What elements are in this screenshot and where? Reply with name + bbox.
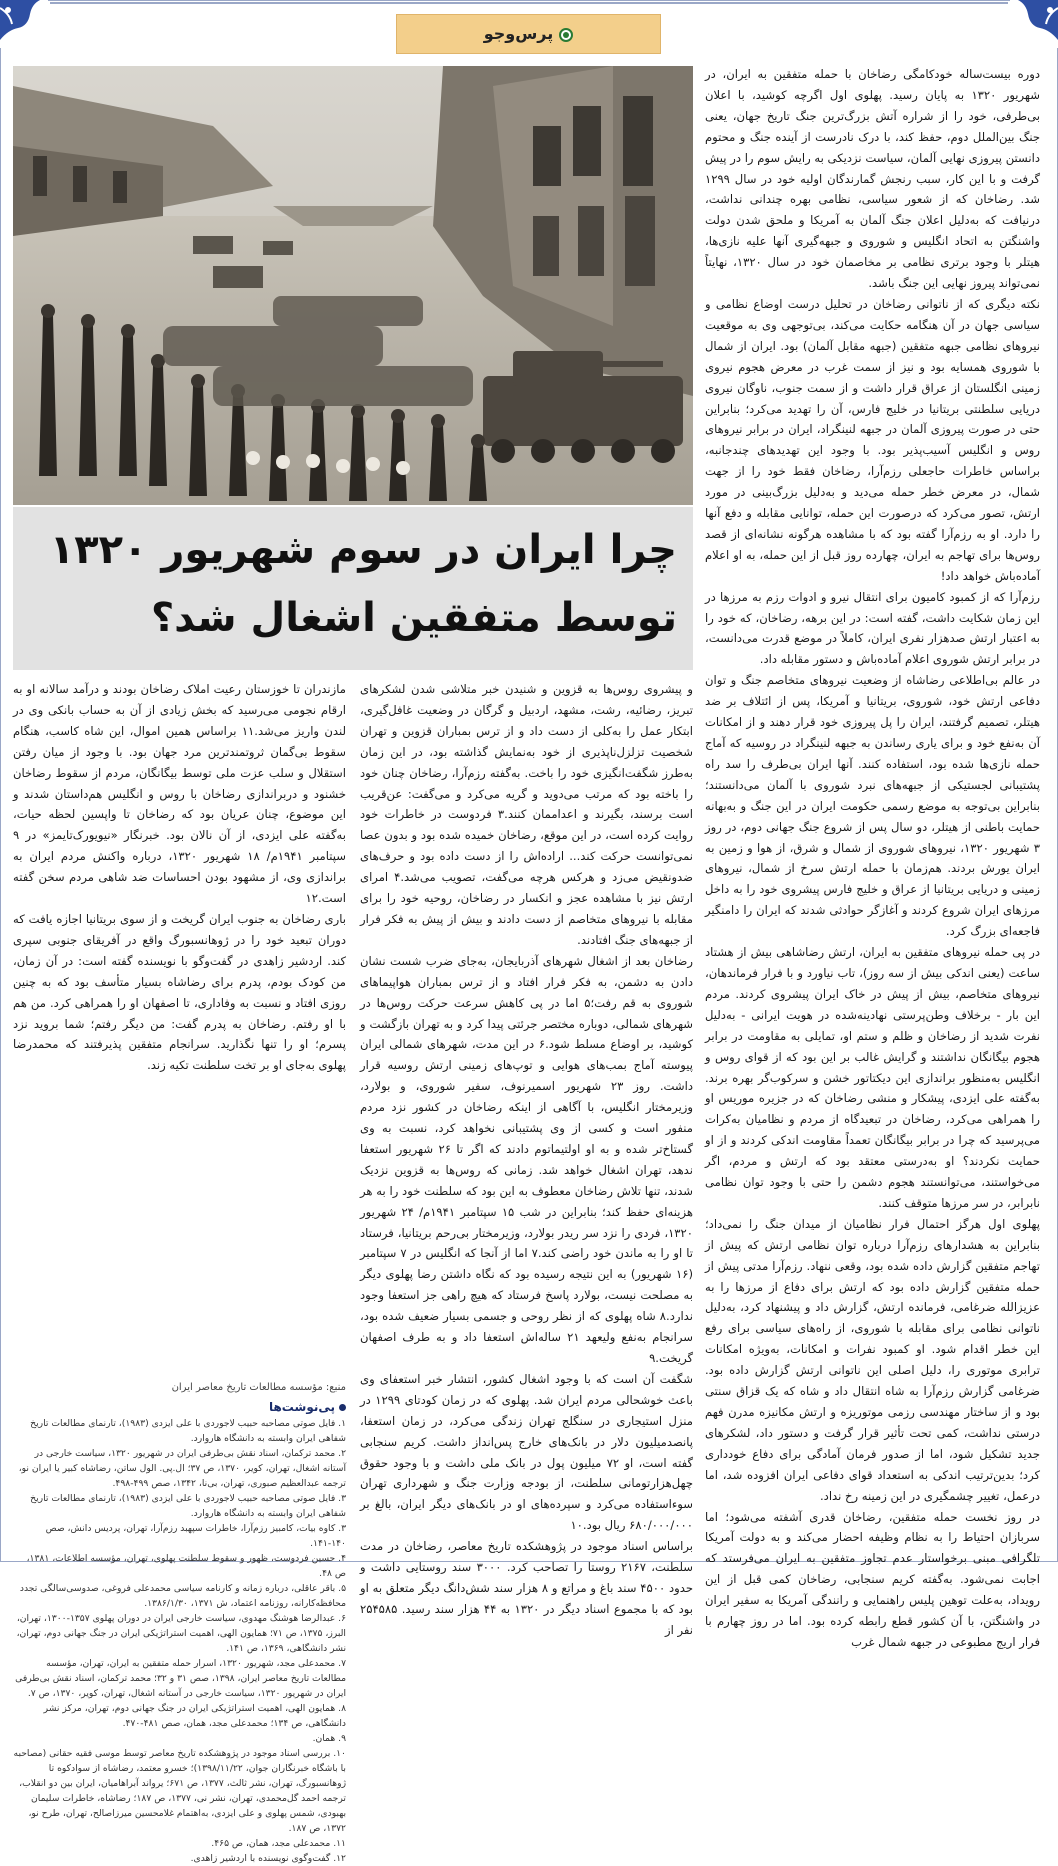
- paragraph: رضاخان بعد از اشغال شهرهای آذربایجان، به‌جای ضرب شست نشان دادن به دشمن، به فکر فرار افتاد و از ترس بمباران هواپیماهای شوروی به قم رفت؛۵ اما در پی کاهش سرعت حرکت روس‌ها در شهرهای شمالی، دوباره مختصر جرئتی پیدا کرد و به تهران بازگشت و کوشید، بر اوضاع مسلط شود.۶ در این مدت، شهرهای شمالی ایران پیوسته آماج بمب‌های هوایی و توپ‌های زمینی ارتش روسیه قرار داشت. روز ۲۳ شهریور اسمیرنوف، سفیر شوروی، و بولارد، وزیرمختار انگلیس، با آگاهی از اینکه رضاخان در کشور نزد مردم منفور است و کسی از وی پشتیبانی نخواهد کرد، نسبت به وی گستاخ‌تر شده و به او اولتیماتوم دادند که اگر تا ۲۶ شهریور استعفا ندهد، تهران اشغال خواهد شد. زمانی که روس‌ها به قزوین نزدیک شدند، تنها تلاش رضاخان معطوف به این بود که سلطنت خود را به هر هزینه‌ای حفظ کند؛ بنابراین در شب ۱۵ سپتامبر ۱۹۴۱م/ ۲۴ شهریور ۱۳۲۰، فردی را نزد سر ریدر بولارد، وزیرمختار بی‌رحم بریتانیا، فرستاد تا او را به ماندن خود راضی کند.۷ اما از آنجا که انگلیس در ۷ سپتامبر (۱۶ شهریور) به این نتیجه رسیده بود که نگاه داشتن رضا پهلوی دیگر به مصلحت نیست، بولارد پاسخ فرستاد که هیچ راهی جز استعفا وجود ندارد.۸ شاه پهلوی که از نظر روحی و جسمی بسیار ضعیف شده بود، سرانجام به‌نفع ولیعهد ۲۱ ساله‌اش استعفا داد و به طرف اصفهان گریخت.۹: [360, 953, 694, 1365]
- article-column-right: [705, 64, 1040, 1649]
- reference-item: ۷. محمدعلی مجد، شهریور ۱۳۲۰، اسرار حمله متفقین به ایران، تهران، مؤسسه مطالعات تاریخ معاصر ایران، ۱۳۹۸، صص ۳۱ و ۳۲؛ محمد ترکمان، اسناد نقش بی‌طرفی ایران در شهریور ۱۳۲۰، سیاست خارجی در آستانه اشغال، تهران، کویر، ۱۳۷۰، ص ۷.: [15, 1658, 346, 1699]
- article-source: منبع: مؤسسه مطالعات تاریخ معاصر ایران: [171, 1382, 346, 1393]
- reference-item: ۴. حسین فردوست، ظهور و سقوط سلطنت پهلوی، تهران، مؤسسه اطلاعات، ۱۳۸۱، ص ۴۸.: [26, 1553, 346, 1579]
- reference-item: ۲. محمد ترکمان، اسناد نقش بی‌طرفی ایران در شهریور ۱۳۲۰، سیاست خارجی در آستانه اشغال، تهران، کویر، ۱۳۷۰، ص ۳۷؛ ال.پی. الول ساتن، رضاشاه کبیر یا ایران نو، ترجمه عبدالعظیم صبوری، تهران، بی‌نا، ۱۳۴۲، صص ۴۹۹-۴۹۸.: [18, 1448, 346, 1489]
- paragraph: مازندران تا خوزستان رعیت املاک رضاخان بودند و درآمد سالانه او به ارقام نجومی می‌رسید که بخش زیادی از آن به حساب بانکی وی در لندن واریز می‌شد.۱۱ براساس همین اموال، این شاه کاسب، هنگام سقوط بی‌گمان ثروتمندترین مرد جهان بود. با وجود از میان رفتن استقلال و سلب عزت ملی توسط بیگانگان، مردم از سقوط رضاخان خشنود و دربراندازی رضاخان با روس و انگلیس هم‌داستان شدند و این موضوع، چنان عریان بود که رضاخان تا واپسین لحظه حیات، به‌گفته علی ایزدی، از آن نالان بود. خبرنگار «نیویورک‌تایمز» در ۹ سپتامبر ۱۹۴۱م/ ۱۸ شهریور ۱۳۲۰، درباره واکنش مردم ایران به براندازی وی، از مشهود بودن احساسات ضد شاهی مردم سخن گفته است.۱۲: [13, 682, 346, 906]
- headline-line-1: چرا ایران در سوم شهریور ۱۳۲۰: [49, 527, 677, 573]
- reference-item: ۹. همان.: [312, 1733, 346, 1744]
- historic-street-photo-icon: [13, 66, 693, 505]
- headline-line-2: توسط متفقین اشغال شد؟: [150, 595, 677, 641]
- reference-item: ۱. فایل صوتی مصاحبه حبیب لاجوردی با علی ایزدی (۱۹۸۳)، تارنمای مطالعات تاریخ شفاهی ایران وابسته به دانشگاه هاروارد.: [30, 1418, 346, 1444]
- reference-item: ۵. باقر عاقلی، درباره زمانه و کارنامه سیاسی محمدعلی فروغی، صدوسی‌سالگی تجدد محافظه‌کارانه، روزنامه اعتماد، ش ۱۳۷۱، ۱۳۸۶/۱/۳۰.: [19, 1583, 346, 1609]
- paragraph: در روز نخست حمله متفقین، رضاخان قدری آشفته می‌شود؛ اما سربازان احتیاط را به نظام وظیفه احضار می‌کند و به دولت آمریکا تلگرافی مبنی برخواستار عدم تجاوز متفقین به ایران می‌فرستد که اجابت نمی‌شود. به‌گفته کریم سنجابی، رضاخان کمی قبل از این رویداد، به‌علت توهین پلیس راهنمایی و رانندگی آمریکا به سفیر ایران در واشنگتن، با آن کشور قطع رابطه کرده بود. اما در روز چهارم با فرار اریج مطبوعی در جبهه شمال غرب: [705, 1509, 1040, 1649]
- reference-item: ۶. عبدالرضا هوشنگ مهدوی، سیاست خارجی ایران در دوران پهلوی ۱۳۵۷-۱۳۰۰، تهران، البرز، ۱۳۷۵، ص ۷۱؛ همایون الهی، اهمیت استراتژیکی ایران در جنگ جهانی دوم، تهران، نشر دانشگاهی، ۱۳۶۹، ص ۱۴۱.: [16, 1613, 346, 1654]
- corner-ornament-left-icon: [0, 0, 48, 48]
- reference-item: ۱۱. محمدعلی مجد، همان، ص ۴۶۵.: [211, 1838, 346, 1849]
- paragraph: و پیشروی روس‌ها به قزوین و شنیدن خبر متلاشی شدن لشکرهای تبریز، رضائیه، رشت، مشهد، اردبیل و گرگان در وضعیت غافل‌گیری، ابتکار عمل را به‌کلی از دست داد و از ترس بمباران قزوین و تهران شخصیت تزلزل‌ناپذیری از خود به‌نمایش گذاشته بود، در این زمان به‌طرز شگفت‌انگیزی خود را باخت. به‌گفته رزم‌آرا، رضاخان چنان خود را باخته بود که مرتب می‌دوید و گریه می‌کرد و می‌گفت: عن‌قریب است برسند، بگیرند و اعداممان کنند.۳ فردوست در خاطرات خود روایت کرده است، در این موقع، رضاخان خمیده شده بود و بدون عصا نمی‌توانست حرکت کند... اراده‌اش را از دست داده بود و حرف‌های ضدونقیض می‌زد و هرکس هرچه می‌گفت، تصویب می‌شد.۴ امرای ارتش نیز با مشاهده عجز و انکسار در رضاخان، روحیه خود را برای مقابله با نیروهای متخاصم از دست دادند و بیش از پیش به فکر فرار از جبهه‌های جنگ افتادند.: [360, 682, 693, 947]
- references-title: پی‌نوشت‌ها: [268, 1400, 335, 1414]
- article-column-left: [13, 679, 346, 1379]
- section-bullet-icon: [559, 28, 573, 42]
- top-rule: [50, 2, 1008, 4]
- references: [13, 1400, 346, 1864]
- historic-street-photo: [13, 66, 693, 505]
- references-heading: [13, 1400, 346, 1414]
- paragraph: پهلوی اول هرگز احتمال فرار نظامیان از میدان جنگ را نمی‌داد؛ بنابراین به هشدارهای رزم‌آرا درباره توان نظامی ارتش که پیش از تهاجم متفقین گزارش داده شده بود، وقعی ننهاد. رزم‌آرا مدتی پیش از حمله متفقین گزارش داده بود که ارتش برای دفاع از مرزها را به عزیزالله ضرغامی، فرمانده ارتش، گزارش داد و پیشنهاد کرد، به‌دلیل ناتوانی نظامی برای مقابله با شوروی، از راه‌های سیاسی برای رفع این خطر اقدام شود. او کمبود نفرات و امکانات، به‌ویژه امکانات ترابری موتوری را، دلیل اصلی این ناتوانی ارتش گزارش داده بود. ضرغامی گزارش رزم‌آرا به شاه انتقال داد و شاه که یک قزاق سنتی بود و از ساختار مهندسی رزمی موتوریزه و ارتش مکانیزه مدرن فهم درستی نداشت، کمی تحت تأثیر قرار گرفت و دستور داد، لشکرهای جدید تشکیل شود، اما از صدور فرمان آمادگی برای دفاع خودداری کرد؛ بدین‌ترتیب اندکی به استعداد قوای دفاعی ایران افزوده شد، اما درعمل، تغییر چشمگیری در این زمینه رخ نداد.: [705, 1216, 1040, 1503]
- reference-item: ۳. کاوه بیات، کامبیز رزم‌آرا، خاطرات سپهبد رزم‌آرا، تهران، پردیس دانش، صص ۱۴۰-۱۴۱.: [45, 1523, 346, 1549]
- article-column-middle: [360, 679, 694, 1637]
- reference-item: ۳. فایل صوتی مصاحبه حبیب لاجوردی با علی ایزدی (۱۹۸۳)، تارنمای مطالعات تاریخ شفاهی ایران وابسته به دانشگاه هاروارد.: [30, 1493, 346, 1519]
- reference-item: ۸. همایون الهی، اهمیت استراتژیکی ایران در جنگ جهانی دوم، تهران، مرکز نشر دانشگاهی، ص ۱۳۴؛ محمدعلی مجد، همان، صص ۴۸۱-۴۷۰.: [43, 1703, 346, 1729]
- paragraph: در عالم بی‌اطلاعی رضاشاه از وضعیت نیروهای متخاصم جنگ و توان دفاعی ارتش خود، شوروی، بریتانیا و آمریکا، پس از ائتلاف بر ضد هیتلر، تصمیم گرفتند، ایران را پل پیروزی خود قرار دهند و از امکانات آن به‌نفع خود و برای یاری رساندن به جبهه لنینگراد در روسیه که آماج حمله نازی‌ها شده بود، استفاده کنند. آنها ایران بی‌طرف را سد راه پشتیبانی لجستیکی از جبهه‌های نبرد شوروی با آلمان می‌دانستند؛ بنابراین بی‌توجه به موضع رسمی حکومت ایران در این جنگ و به‌بهانه حمایت باطنی از هیتلر، دو سال پس از شروع جنگ جهانی دوم، در روز ۳ شهریور ۱۳۲۰، نیروهای شوروی از شمال و شرق، از هوا و زمین به ایران یورش بردند. هم‌زمان با حمله ارتش سرخ از شمال، نیروهای زمینی و دریایی بریتانیا از عراق و خلیج فارس پیشروی خود را به داخل مرزهای ایران شروع کردند و آغازگر حوادثی شدند که ایران را دامنگیر فاجعه‌ای بزرگ کرد.: [705, 673, 1040, 939]
- paragraph: باری رضاخان به جنوب ایران گریخت و از سوی بریتانیا اجازه یافت که دوران تبعید خود را در ژوهانسبورگ واقع در آفریقای جنوبی سپری کند. اردشیر زاهدی در گفت‌وگو با نویسنده گفته است: در آن زمان، من کودک بودم، پدرم برای رضاشاه بسیار متأسف بود که به چنین روزی افتاد و نسبت به وفاداری، تا اصفهان او را همراهی کرد. من هم با او رفتم. رضاخان به پدرم گفت: من دیگر رفتم؛ شما بروید نزد پسرم؛ او را تنها نگذارید. سرانجام متفقین پذیرفتند که محمدرضا پهلوی به‌جای او بر تخت سلطنت تکیه زند.: [13, 911, 346, 1073]
- section-tab[interactable]: [396, 14, 661, 54]
- paragraph: دوره بیست‌ساله خودکامگی رضاخان با حمله متفقین به ایران، در شهریور ۱۳۲۰ به پایان رسید. پهلوی اول اگرچه کوشید، با اعلان بی‌طرفی، خود را از شراره آتش بزرگ‌ترین جنگ تاریخ جهان، یعنی جنگ بین‌الملل دوم، حفظ کند، با درک نادرست از آینده جنگ و محتوم دانستن پیروزی نهایی آلمان، سیاست نزدیکی به رایش سوم را در پیش گرفت و با این کار، سبب رنجش گمارندگان اولیه خود در سال ۱۲۹۹ شد. رضاخان که از شعور سیاسی، نظامی بهره چندانی نداشت، درنیافت که به‌دلیل اعلان جنگ آلمان به آمریکا و ملحق شدن دولت واشنگتن به اتحاد انگلیس و شوروی و جبهه‌گیری آنها علیه نازی‌ها، هیتلر با وجود برتری نظامی بر مخاصمان خود در سال ۱۳۲۰، نهایتاً نمی‌تواند پیروز نهایی این جنگ باشد.: [705, 67, 1040, 291]
- references-bullet-icon: [339, 1404, 346, 1411]
- reference-item: ۱۰. بررسی اسناد موجود در پژوهشکده تاریخ معاصر توسط موسی فقیه حقانی (مصاحبه با باشگاه خبرنگاران جوان، ۱۳۹۸/۱۱/۲۲)؛ خسرو معتمد، رضاشاه از سوادکوه تا ژوهانسبورگ، تهران، نشر ثالث، ۱۳۷۷، ص ۶۷۱؛ یرواند آبراهامیان، ایران بین دو انقلاب، ترجمه احمد گل‌محمدی، تهران، نشر نی، ۱۳۷۷، ص ۱۸۷؛ رضاشاه، خاطرات سلیمان بهبودی، شمس پهلوی و علی ایزدی، به‌اهتمام غلامحسین میرزاصالح، تهران، طرح نو، ۱۳۷۲، ص ۱۸۷.: [13, 1748, 346, 1834]
- paragraph: نکته دیگری که از ناتوانی رضاخان در تحلیل درست اوضاع نظامی و سیاسی جهان در آن هنگامه حکایت می‌کند، بی‌توجهی وی به موقعیت نیروهای نظامی جبهه متفقین (جبهه مقابل آلمان) بود. ایران از شمال با شوروی همسایه بود و نیز از سمت غرب در معرض هجوم نیروی زمینی انگلستان از عراق قرار داشت و از سمت جنوب، ناوگان نیروی دریایی سلطنتی بریتانیا در خلیج فارس، آن را تهدید می‌کرد؛ بنابراین حتی در صورت پیروزی آلمان در جبهه لنینگراد، ایران در برابر نیروهای روس و انگلیس آسیب‌پذیر بود. با وجود این تهدیدهای چندجانبه، براساس خاطرات حاجعلی رزم‌آرا، رضاخان فقط خود را از جهت شمال، در معرض خطر حمله می‌دید و به‌دلیل بزرگ‌بینی در مورد ارتش، تصور می‌کرد که درصورت این حمله، توانایی مقابله و دفع آنها را دارد. او به رزم‌آرا گفته بود که با مشاهده هرگونه نشانه‌ای از قصد روس‌ها برای تهاجم به ایران، چهارده روز قبل از این حمله، به او اعلام آماده‌باش خواهد داد!: [705, 296, 1040, 583]
- references-list: [13, 1416, 346, 1866]
- section-title: پرس‌و‌جو: [483, 24, 554, 43]
- corner-ornament-right-icon: [1010, 0, 1058, 48]
- paragraph: شگفت آن است که با وجود اشغال کشور، انتشار خبر استعفای وی باعث خوشحالی مردم ایران شد. پهلوی که در زمان کودتای ۱۲۹۹ در منزل استیجاری در سنگلج تهران زندگی می‌کرد، در زمان استعفا، پانصدمیلیون دلار در بانک‌های خارج پس‌انداز داشت. کریم سنجابی گفته است، او ۷۲ میلیون پول در بانک ملی داشت و با وجود حقوق چهل‌هزارتومانی سلطنت، از بودجه وزارت جنگ و شهرداری تهران سوءاستفاده می‌کرد و سپرده‌های او در بانک‌های دیگر ایران، بالغ بر ۶۸۰/۰۰۰/۰۰۰ ریال بود.۱۰: [360, 1371, 693, 1533]
- paragraph: رزم‌آرا که از کمبود کامیون برای انتقال نیرو و ادوات رزم به مرزها در این زمان شکایت داشت، گفته است: در این برهه، رضاخان، که خود را به اعتبار ارتش صدهزار نفری ایران، کاملاً در موضع قدرت می‌دانست، در برابر ارتش شوروی اعلام آماده‌باش و دستور مقابله داد.: [705, 589, 1040, 667]
- headline-box: [13, 507, 693, 670]
- paragraph: در پی حمله نیروهای متفقین به ایران، ارتش رضاشاهی بیش از هشتاد ساعت (یعنی اندکی بیش از سه روز)، تاب نیاورد و با فرار فرماندهان، نیروهای متخاصم، بیش از پیش در خاک ایران پیشروی کردند. مردم این بار - برخلاف وطن‌پرستی نهادینه‌شده در هویت ایرانی - به‌دلیل نفرت شدید از رضاخان و ظلم و ستم او، تمایلی به مقاومت در برابر هجوم بیگانگان نداشتند و گرایش غالب بر این بود که از قوای روس و انگلیس به‌منظور براندازی این دیکتاتور خشن و سرکوب‌گر بهره برند. به‌گفته علی ایزدی، پیشکار و منشی رضاخان که در جزیره موریس او را همراهی می‌کرد، رضاخان در تبعیدگاه از مردم و نظامیان به‌کرات می‌پرسید که چرا در برابر بیگانگان تعمداً مقاومت اندکی کردند و از او حمایت نکردند؟ او به‌درستی معتقد بود که ارتش و مردم، اگر می‌خواستند، می‌توانستند هجوم دشمن را حتی با وجود توان نظامی نابرابر، در سر مرزها متوقف کنند.: [705, 945, 1040, 1210]
- reference-item: ۱۲. گفت‌وگوی نویسنده با اردشیر زاهدی.: [190, 1853, 346, 1864]
- paragraph: براساس اسناد موجود در پژوهشکده تاریخ معاصر، رضاخان در مدت سلطنت، ۲۱۶۷ روستا را تصاحب کرد. ۳۰۰۰ سند روستایی داشت و حدود ۴۵۰۰ سند باغ و مراتع و ۸ هزار سند شش‌دانگ دیگر متعلق به او بود که با مجموع اسناد دیگر در ۱۳۲۰ به ۴۴ هزار سند رسید. ۲۵۴۵۸۵ نفر از: [360, 1539, 694, 1637]
